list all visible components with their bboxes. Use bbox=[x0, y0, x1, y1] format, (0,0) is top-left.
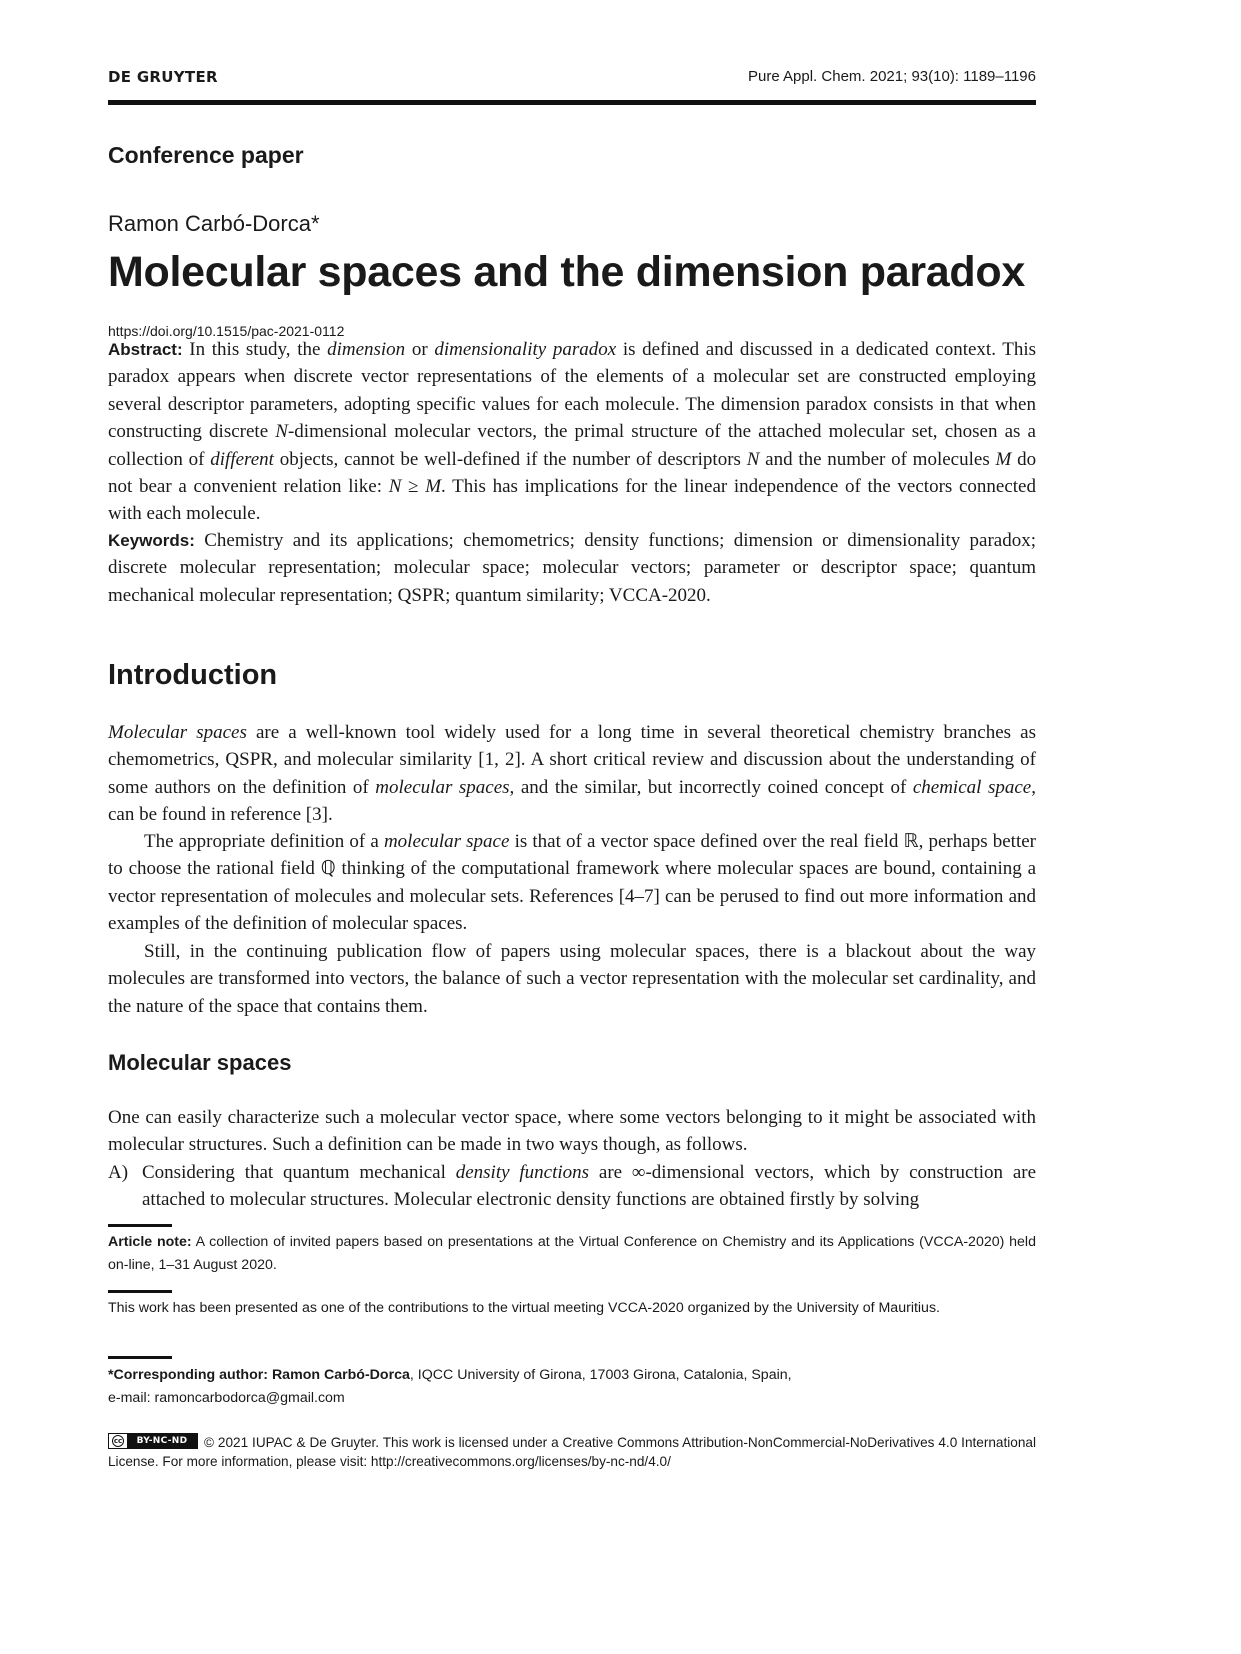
list-marker: A) bbox=[108, 1162, 129, 1183]
cc-badge-label: BY-NC-ND bbox=[127, 1434, 197, 1448]
keywords-label: Keywords: bbox=[108, 531, 195, 550]
cc-icon: cc bbox=[113, 1437, 123, 1445]
list-item bbox=[108, 1159, 1036, 1214]
keywords-text: Chemistry and its applications; chemometrics; density functions; dimension or dimensionality paradox; discrete molecular representation; molecular space; molecular vectors; parameter or descriptor space; quantum mechanical molecular representation; QSPR; quantum similarity; VCCA-2020. bbox=[108, 530, 1037, 606]
license-note bbox=[108, 1433, 1036, 1471]
abstract-emph: dimensionality paradox bbox=[434, 339, 617, 360]
keywords bbox=[108, 527, 1036, 609]
abstract-text: objects, cannot be well-defined if the number of descriptors bbox=[279, 448, 741, 470]
abstract-text: . This has implications for the linear independence of the vectors connected with each molecule. bbox=[108, 476, 1036, 525]
abstract-text: In this study, the bbox=[189, 339, 321, 360]
intro-text: , and the similar, but incorrectly coined concept of bbox=[509, 776, 907, 798]
article-note bbox=[108, 1231, 1036, 1277]
abstract-text: or bbox=[411, 339, 428, 360]
abstract-emph: N bbox=[275, 421, 288, 443]
list-item-text bbox=[142, 1159, 1036, 1214]
intro-paragraph-1 bbox=[108, 719, 1036, 829]
abstract-emph: dimension bbox=[327, 339, 406, 360]
molecular-spaces-paragraph: One can easily characterize such a molecular vector space, where some vectors belonging to it might be associated with molecular structures. Such a definition can be made in two ways though, as follows. bbox=[108, 1107, 1036, 1156]
cc-license-badge[interactable] bbox=[108, 1433, 198, 1449]
footnote-rule bbox=[108, 1224, 172, 1227]
abstract-text: -dimensional molecular vectors, the primal structure of the attached molecular set, chosen as a collection of bbox=[108, 421, 1036, 470]
intro-paragraph-2 bbox=[108, 828, 1036, 938]
author-name: Ramon Carbó-Dorca* bbox=[108, 211, 320, 236]
abstract-text: is defined and discussed in a dedicated context. This paradox appears when discrete vector representations of the elements of a molecular set are constructed employing several descriptor parameters, adopting specific values for each molecule. The dimension paradox consists in that when constructing discrete bbox=[108, 339, 1037, 443]
abstract bbox=[108, 336, 1036, 528]
intro-paragraph-3: Still, in the continuing publication flow of papers using molecular spaces, there is a blackout about the way molecules are transformed into vectors, the balance of such a vector representation with the molecular set cardinality, and the nature of the space that contains them. bbox=[108, 941, 1036, 1017]
header-rule bbox=[108, 100, 1036, 105]
paper-title: Molecular spaces and the dimension paradox bbox=[108, 248, 1025, 296]
corresponding-author-affiliation: , IQCC University of Girona, 17003 Girona, Catalonia, Spain, bbox=[409, 1367, 792, 1383]
abstract-label: Abstract: bbox=[108, 340, 183, 359]
introduction-heading: Introduction bbox=[108, 659, 278, 691]
article-note-label: Article note: bbox=[108, 1234, 192, 1250]
abstract-text: ≥ bbox=[408, 476, 419, 498]
publisher-name: DE GRUYTER bbox=[108, 68, 218, 86]
corresponding-author-email[interactable]: e-mail: ramoncarbodorca@gmail.com bbox=[108, 1390, 345, 1406]
intro-text: is that of a vector space defined over the real field ℝ, perhaps better to choose the rational field ℚ thinking of the computational framework where molecular spaces are bound, containing a vector representation of molecules and molecular sets. References [4–7] can be perused to find out more information and examples of the definition of molecular spaces. bbox=[108, 831, 1036, 935]
list-emph: density functions bbox=[455, 1162, 590, 1183]
presentation-note: This work has been presented as one of the contributions to the virtual meeting VCCA-2020 organized by the University of Mauritius. bbox=[108, 1300, 940, 1316]
corresponding-author-label: *Corresponding author: Ramon Carbó-Dorca bbox=[108, 1367, 410, 1383]
abstract-text: and the number of molecules bbox=[765, 448, 990, 470]
molecular-spaces-heading: Molecular spaces bbox=[108, 1050, 292, 1075]
abstract-emph: M bbox=[995, 448, 1012, 470]
license-text: © 2021 IUPAC & De Gruyter. This work is licensed under a Creative Commons Attribution-NonCommercial-NoDerivatives 4.0 International License. For more information, please visit: http://creativecommons.org/licenses/by-nc-nd/4.0/ bbox=[108, 1435, 1036, 1469]
intro-text: , can be found in reference [3]. bbox=[108, 776, 1036, 826]
abstract-emph: different bbox=[210, 448, 274, 470]
abstract-emph: M bbox=[425, 476, 442, 498]
intro-emph: molecular space bbox=[383, 831, 510, 852]
intro-emph: molecular spaces bbox=[375, 776, 510, 798]
list-text: Considering that quantum mechanical bbox=[142, 1162, 446, 1183]
abstract-text: do not bear a convenient relation like: bbox=[108, 448, 1037, 498]
footnote-rule bbox=[108, 1290, 172, 1293]
abstract-emph: N bbox=[388, 476, 402, 498]
list-text: are ∞-dimensional vectors, which by construction are attached to molecular structures. Molecular electronic density functions are obtained firstly by solving bbox=[142, 1162, 1037, 1211]
intro-emph: Molecular spaces bbox=[108, 722, 247, 743]
doi-link[interactable]: https://doi.org/10.1515/pac-2021-0112 bbox=[108, 323, 345, 339]
article-note-text: A collection of invited papers based on presentations at the Virtual Conference on Chemistry and its Applications (VCCA-2020) held on-line, 1–31 August 2020. bbox=[108, 1234, 1036, 1273]
abstract-emph: N bbox=[746, 448, 760, 470]
intro-text: The appropriate definition of a bbox=[144, 831, 379, 852]
paper-type: Conference paper bbox=[108, 142, 304, 168]
running-header bbox=[108, 68, 1036, 88]
intro-text: are a well-known tool widely used for a long time in several theoretical chemistry branches as chemometrics, QSPR, and molecular similarity [1, 2]. A short critical review and discussion about the understanding of some authors on the definition of bbox=[108, 722, 1036, 798]
corresponding-author bbox=[108, 1364, 1036, 1410]
journal-citation: Pure Appl. Chem. 2021; 93(10): 1189–1196 bbox=[748, 68, 1036, 85]
intro-emph: chemical space bbox=[912, 776, 1032, 798]
footnote-rule bbox=[108, 1356, 172, 1359]
